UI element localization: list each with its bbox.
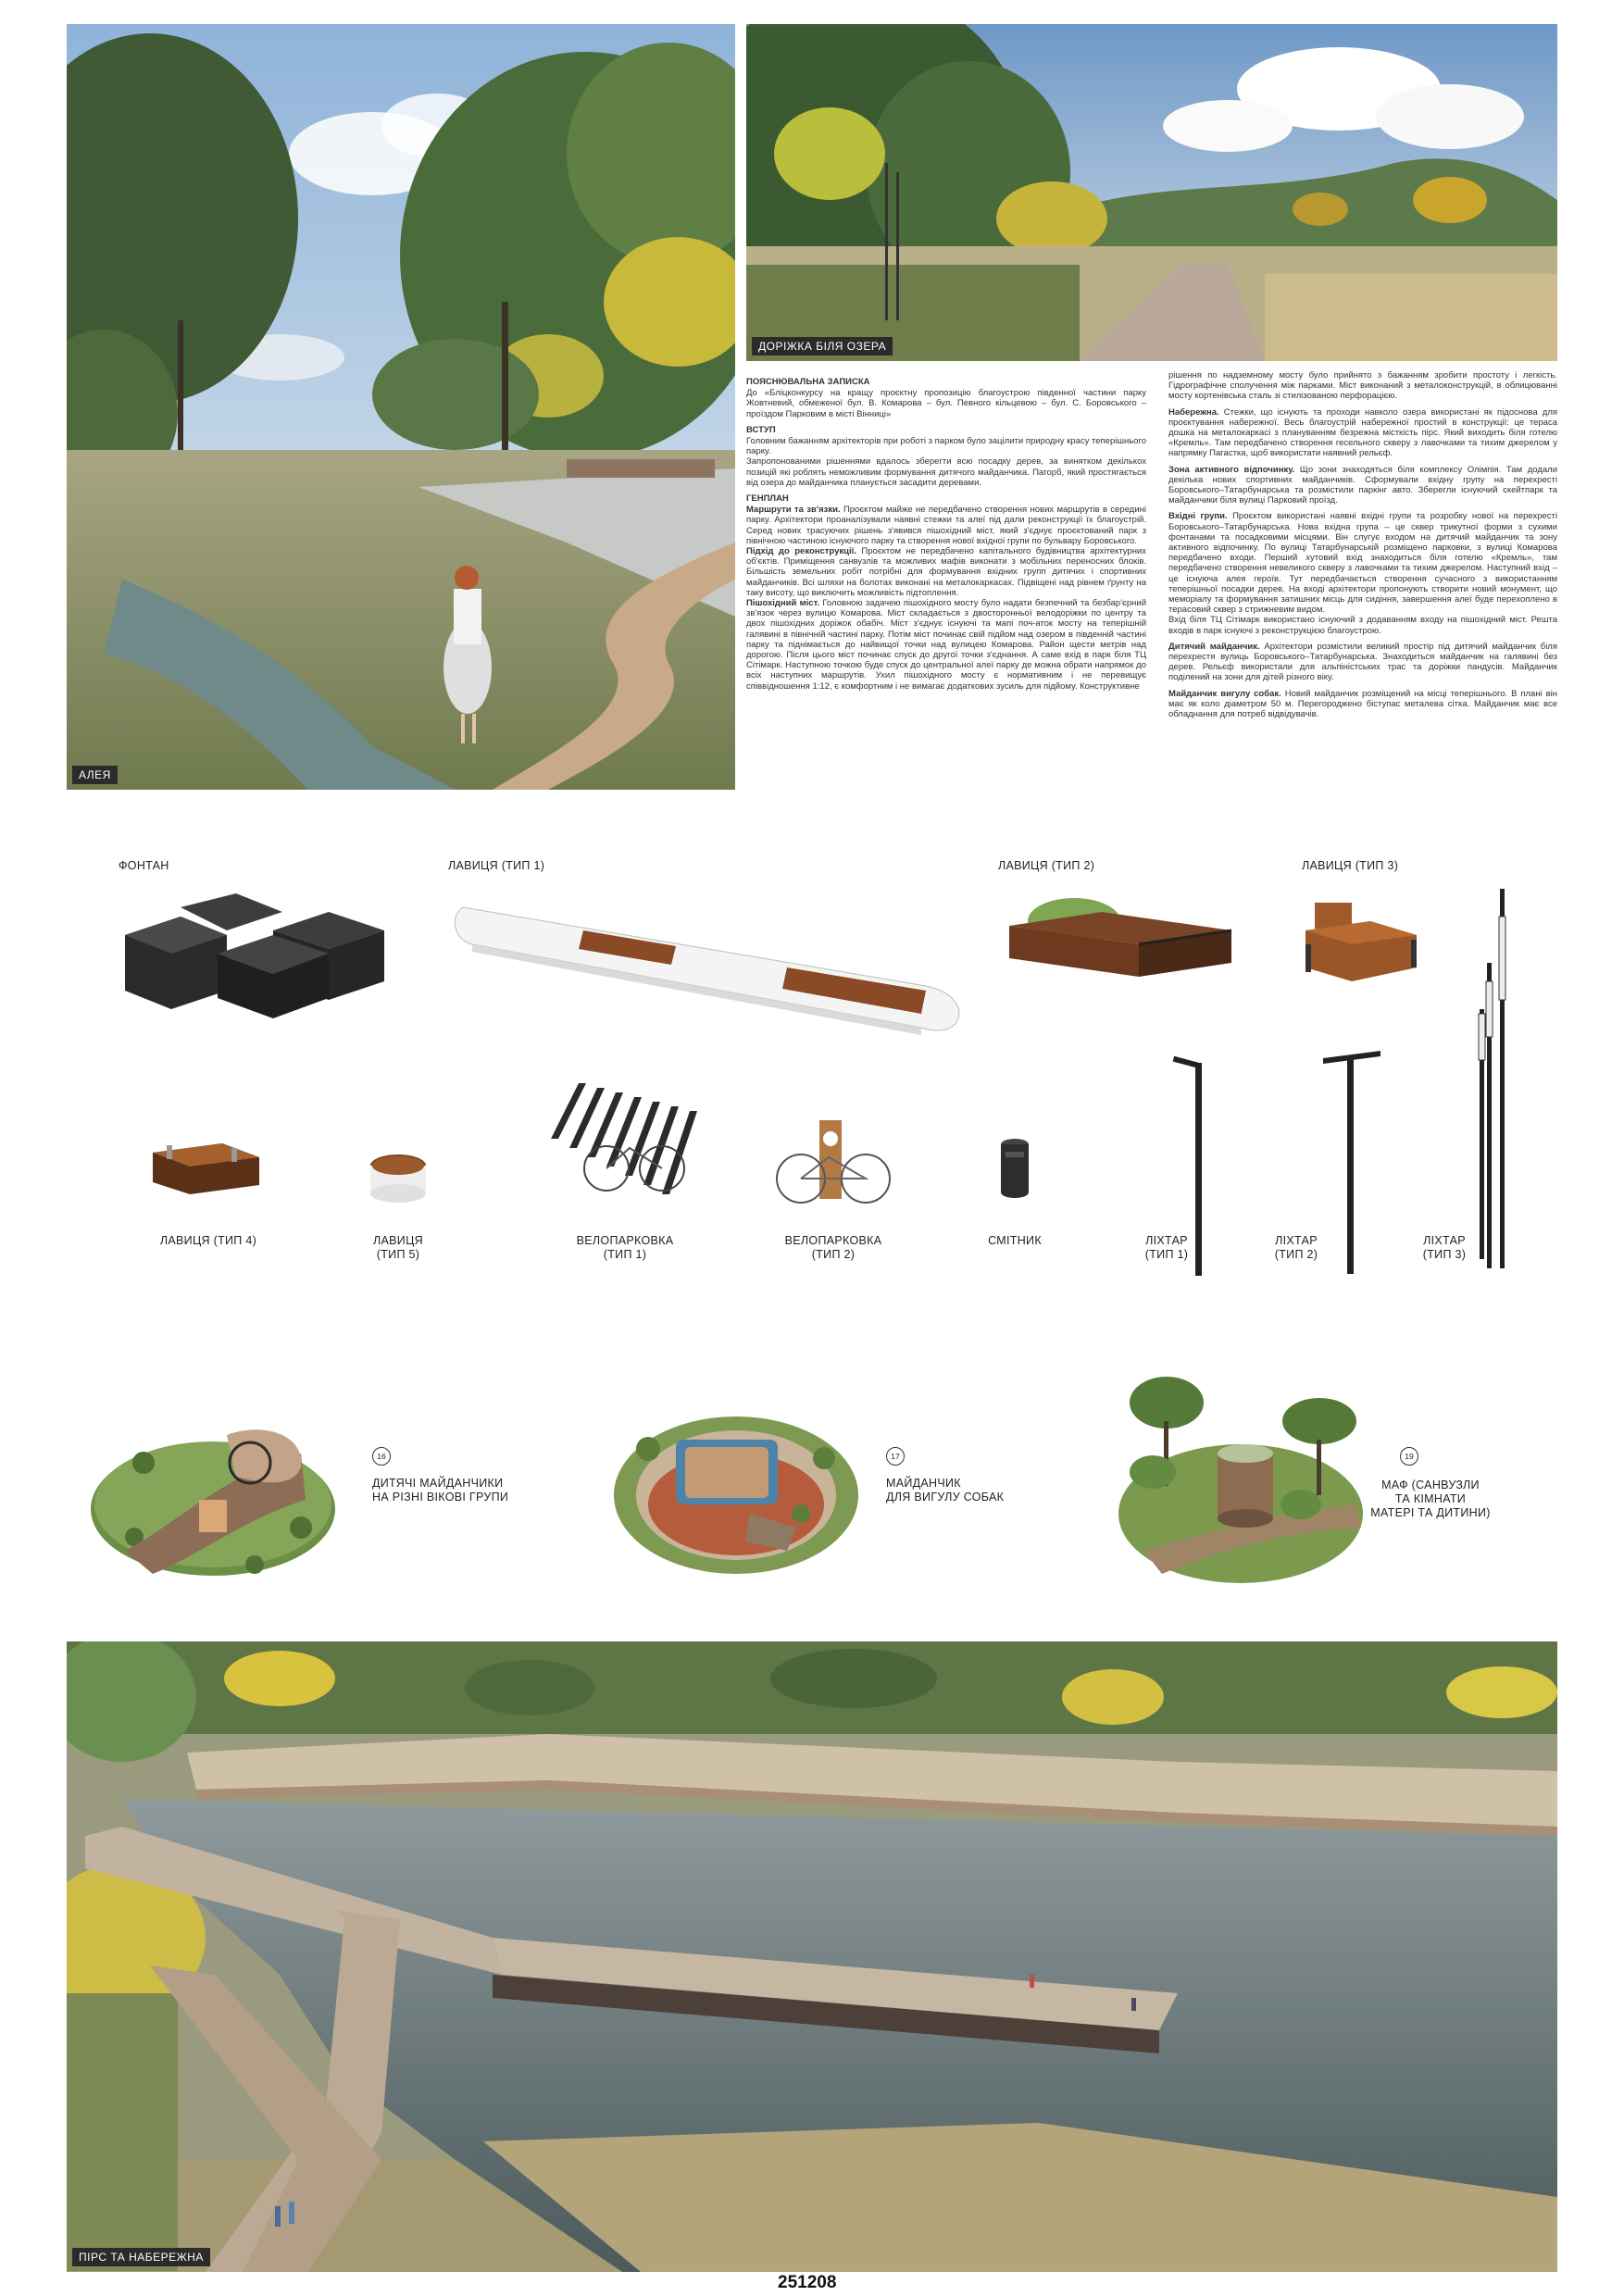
note-reconstruction-title: Підхід до реконструкції. — [746, 546, 856, 557]
playground-axonometric-icon — [88, 1398, 338, 1583]
bench5-label-line1: ЛАВИЦЯ — [373, 1234, 423, 1247]
trash-bin-icon — [998, 1137, 1031, 1202]
zone-19-label-line1: МАФ (САНВУЗЛИ — [1381, 1479, 1480, 1491]
maf-axonometric-icon — [1116, 1366, 1366, 1588]
note-kids-title: Дитячий майданчик. — [1168, 641, 1260, 652]
note-active-title: Зона активного відпочинку. — [1168, 464, 1295, 475]
lamp3-label-line2: (ТИП 3) — [1422, 1248, 1467, 1261]
bike-rack2-label-line2: (ТИП 2) — [811, 1248, 856, 1261]
lake-path-render-image — [746, 24, 1557, 361]
note-col2-text1: рішення по надземному мосту було прийнято з бажанням зробити простоту і легкість. Гідрографічне сполучення між парками. Міст виконаний з металоконструкцій, в облицюванні мосту кортенівська сталь зі стилізованою перфорацією. — [1168, 370, 1557, 402]
alley-caption: АЛЕЯ — [72, 766, 118, 784]
note-column-2 — [1168, 370, 1557, 778]
note-kids-text: Архітектори розмістили великий простір під дитячий майданчик біля перехрестя вулиць Боровського–Татарбунарська. Знаходиться майданчик на галявині без дерев. Рельєф використали для альпіністських трас та доріжки пандусів. Майданчик поділений на зони для дітей різного віку. — [1168, 641, 1557, 683]
note-vstup-2: Запропонованими рішеннями вдалось зберегти всю посадку дерев, за винятком декількох позицій які роблять неможливим формування дитячого майданчика. Пагорб, який простягається від озера до майданчика планується засадити деревами. — [746, 456, 1146, 488]
project-code: 251208 — [778, 2273, 837, 2292]
note-intro: До «Бліцконкурсу на кращу проєктну пропозицію благоустрою південної частини парку Жовтневий, обмеженої бул. В. Комарова – бул. Певного кільцевою – бул. С. Боровського – проїздом Парковим в місті Вінниці» — [746, 388, 1146, 419]
pier-render-image — [67, 1641, 1557, 2272]
note-bridge-title: Пішохідний міст. — [746, 598, 820, 609]
bench4-label: ЛАВИЦЯ (ТИП 4) — [159, 1234, 257, 1247]
lamp-type3-icon — [1472, 889, 1528, 1268]
bench3-label: ЛАВИЦЯ (ТИП 3) — [1302, 859, 1399, 872]
bike-rack1-label-line2: (ТИП 1) — [603, 1248, 647, 1261]
pier-caption: ПІРС ТА НАБЕРЕЖНА — [72, 2248, 210, 2266]
note-entry-text: Проєктом використані наявні вхідні групи та розробку нової на перехресті Боровського–Татарбунарська. Нова вхідна група – це сквер трикутної форми з сухими фонтанами та посадковими місцями. Він слугує входом на дитячий майданчик та зону активного відпочинку. По вулиці Татарбунарській розміщено парковки, з вулиці Комарова передбачено входи. Перший хутовий вхід знаходиться біля готелю «Кремль», там передбачено створення невеликого скверу з лавочками та тихим джерелом. Наступний вхід – це існуюча алея героїв. Тут передбачається створення сучасного з використанням теперішньої посадки дерев. На вході архітектори пропонують створити новий монумент, що меморіалу та формування затишних місць для сидіння, завершення алеї буде перехоплено в терасовий сквер з стрижневим видом. — [1168, 511, 1557, 616]
pier-render — [67, 1641, 1557, 2272]
lamp2-label-line1: ЛІХТАР — [1275, 1234, 1318, 1247]
zone-17-number: 17 — [886, 1447, 905, 1466]
note-entry-text2: Вхід біля ТЦ Сітімарк використано існуючий з додаванням входу на пішохідний міст. Решта входів в парк існуючі з реконструкцією благоустрою. — [1168, 615, 1557, 636]
trash-label: СМІТНИК — [988, 1234, 1042, 1247]
bench1-label: ЛАВИЦЯ (ТИП 1) — [448, 859, 545, 872]
zone-19-label-line2: ТА КІМНАТИ — [1394, 1492, 1467, 1505]
alley-render-image — [67, 24, 735, 790]
fountain-label: ФОНТАН — [119, 859, 169, 872]
bench-type3-icon — [1296, 893, 1426, 986]
bench-type5-icon — [366, 1153, 431, 1204]
note-title: ПОЯСНЮВАЛЬНА ЗАПИСКА — [746, 377, 870, 387]
zone-19-number: 19 — [1400, 1447, 1418, 1466]
alley-render — [67, 24, 735, 790]
lamp1-label-line1: ЛІХТАР — [1145, 1234, 1188, 1247]
bench-type2-icon — [1000, 893, 1241, 981]
note-entry-title: Вхідні групи. — [1168, 511, 1228, 522]
bench2-label: ЛАВИЦЯ (ТИП 2) — [998, 859, 1095, 872]
bike-rack1-label-line1: ВЕЛОПАРКОВКА — [576, 1234, 674, 1247]
bike-rack-type1-icon — [542, 1065, 704, 1204]
note-dogs-title: Майданчик вигулу собак. — [1168, 688, 1281, 699]
zone-16-number: 16 — [372, 1447, 391, 1466]
note-emb-text: Стежки, що існують та проходи навколо озера використані як підоснова для проєктування набережної. Весь благоустрій набережної простий в конструкції: це тераса дошка на металокаркасі з плануванням безрежна місткість пірс. Який виходить біля готелю «Кремль». Там передбачено створення гесельного скверу з лавочками та тихим джерелом у напрямку Пагастка, щоб використати наявний рельєф. — [1168, 406, 1558, 459]
zone-19-label-line3: МАТЕРІ ТА ДИТИНИ) — [1370, 1506, 1491, 1519]
bench5-label-line2: (ТИП 5) — [376, 1248, 420, 1261]
zone-17-label-line1: МАЙДАНЧИК — [886, 1477, 961, 1490]
lamp2-label-line2: (ТИП 2) — [1274, 1248, 1318, 1261]
note-emb-title: Набережна. — [1168, 406, 1219, 418]
note-genplan-title: ГЕНПЛАН — [746, 493, 789, 505]
bike-rack-type2-icon — [773, 1116, 893, 1208]
note-vstup-title: ВСТУП — [746, 424, 776, 435]
zone-17-label-line2: ДЛЯ ВИГУЛУ СОБАК — [886, 1491, 1005, 1504]
lamp1-label-line2: (ТИП 1) — [1144, 1248, 1189, 1261]
note-active-text: Що зони знаходяться біля комплексу Олімпія. Там додали декілька нових спортивних майданчиків. Сформували вхідну групу на перехресті Боровського–Татарбунарська та розмістили паркінг авто. Зберегли існуючий скейтпарк та майданчики біля вулиці Парковий проїзд. — [1168, 464, 1558, 506]
zone-16-label-line1: ДИТЯЧІ МАЙДАНЧИКИ — [372, 1477, 504, 1490]
note-bridge-text: Головною задачею пішохідного мосту було надати безпечний та безбар'єрний зв'язок через вулицю Комарова. Міст складається з двосторонньої велодоріжки по центру та двох пішохідних доріжок обабіч. Міст з'єднує існуючі та мапі поч-аток мосту на теперішній галявині в північній частині парку. Потім міст починає свій підйом над озером в південній частині парку та піднімається до найвищої точки над вулицею Комарова. Район щести метрів над дорогою. Після цього міст починає спуск до другої точки з'єднання. А саме вхід в парк біля ТЦ Сітімарк. Наступною точкою буде спуск до центральної алеї парку де можна обрати напрямок до всіх наступних маршрутів. Ухил пішохідного мосту є нормативним і не перевищує співвідношення 1:12, є комфортним і не вимагає додаткових зусиль для підйому. Конструктивне — [746, 598, 1147, 692]
bench-type1-icon — [444, 898, 972, 1037]
zone-16-label-line2: НА РІЗНІ ВІКОВІ ГРУПИ — [372, 1491, 509, 1504]
note-column-1 — [746, 377, 1146, 784]
fountain-icon — [116, 889, 394, 1018]
note-dogs-text: Новий майданчик розміщений на місці теперішнього. В плані він має як коло діаметром 50 м. Перегороджено біступас металева сітка. Майданчик має все обладнання для потреб відвідувачів. — [1168, 688, 1558, 720]
lake-path-caption: ДОРІЖКА БІЛЯ ОЗЕРА — [752, 337, 893, 356]
note-routes-title: Маршрути та зв'язки. — [746, 505, 841, 516]
bike-rack2-label-line1: ВЕЛОПАРКОВКА — [784, 1234, 882, 1247]
dog-park-axonometric-icon — [611, 1393, 861, 1578]
note-reconstruction-text: Проєктом не передбачено капітального будівництва архітектурних об'єктів. Приміщення санвузлів та можливих мафів виконати з мобільних переносних блоків. Більшість земельних робіт потрібні для формування вхідних групп дитячих і спортивних майданчиків. Всі шляхи на болотах виконані на металокаркасах. Підвіщені над рівнем ґрунту на таку висоту, що виключить можливість підтоплення. — [746, 546, 1147, 598]
bench-type4-icon — [148, 1134, 264, 1199]
lake-path-render — [746, 24, 1557, 361]
note-vstup-1: Головним бажанням архітекторів при роботі з парком було зацілити природну красу теперішнього парку. — [746, 436, 1146, 457]
lamp3-label-line1: ЛІХТАР — [1423, 1234, 1466, 1247]
note-routes-text: Проєктом майже не передбачено створення нових маршрутів в середині парку. Архітектори проаналізували наявні стежки та алеї під дали реконструкції їх благоустрій. Серед нових трасуючих рішень з'явився пішохідний міст, який з'єднує проєктований парк з північною частиною існуючого парку та створення нової вхідної групи по бульвару Боровського. — [746, 505, 1146, 546]
